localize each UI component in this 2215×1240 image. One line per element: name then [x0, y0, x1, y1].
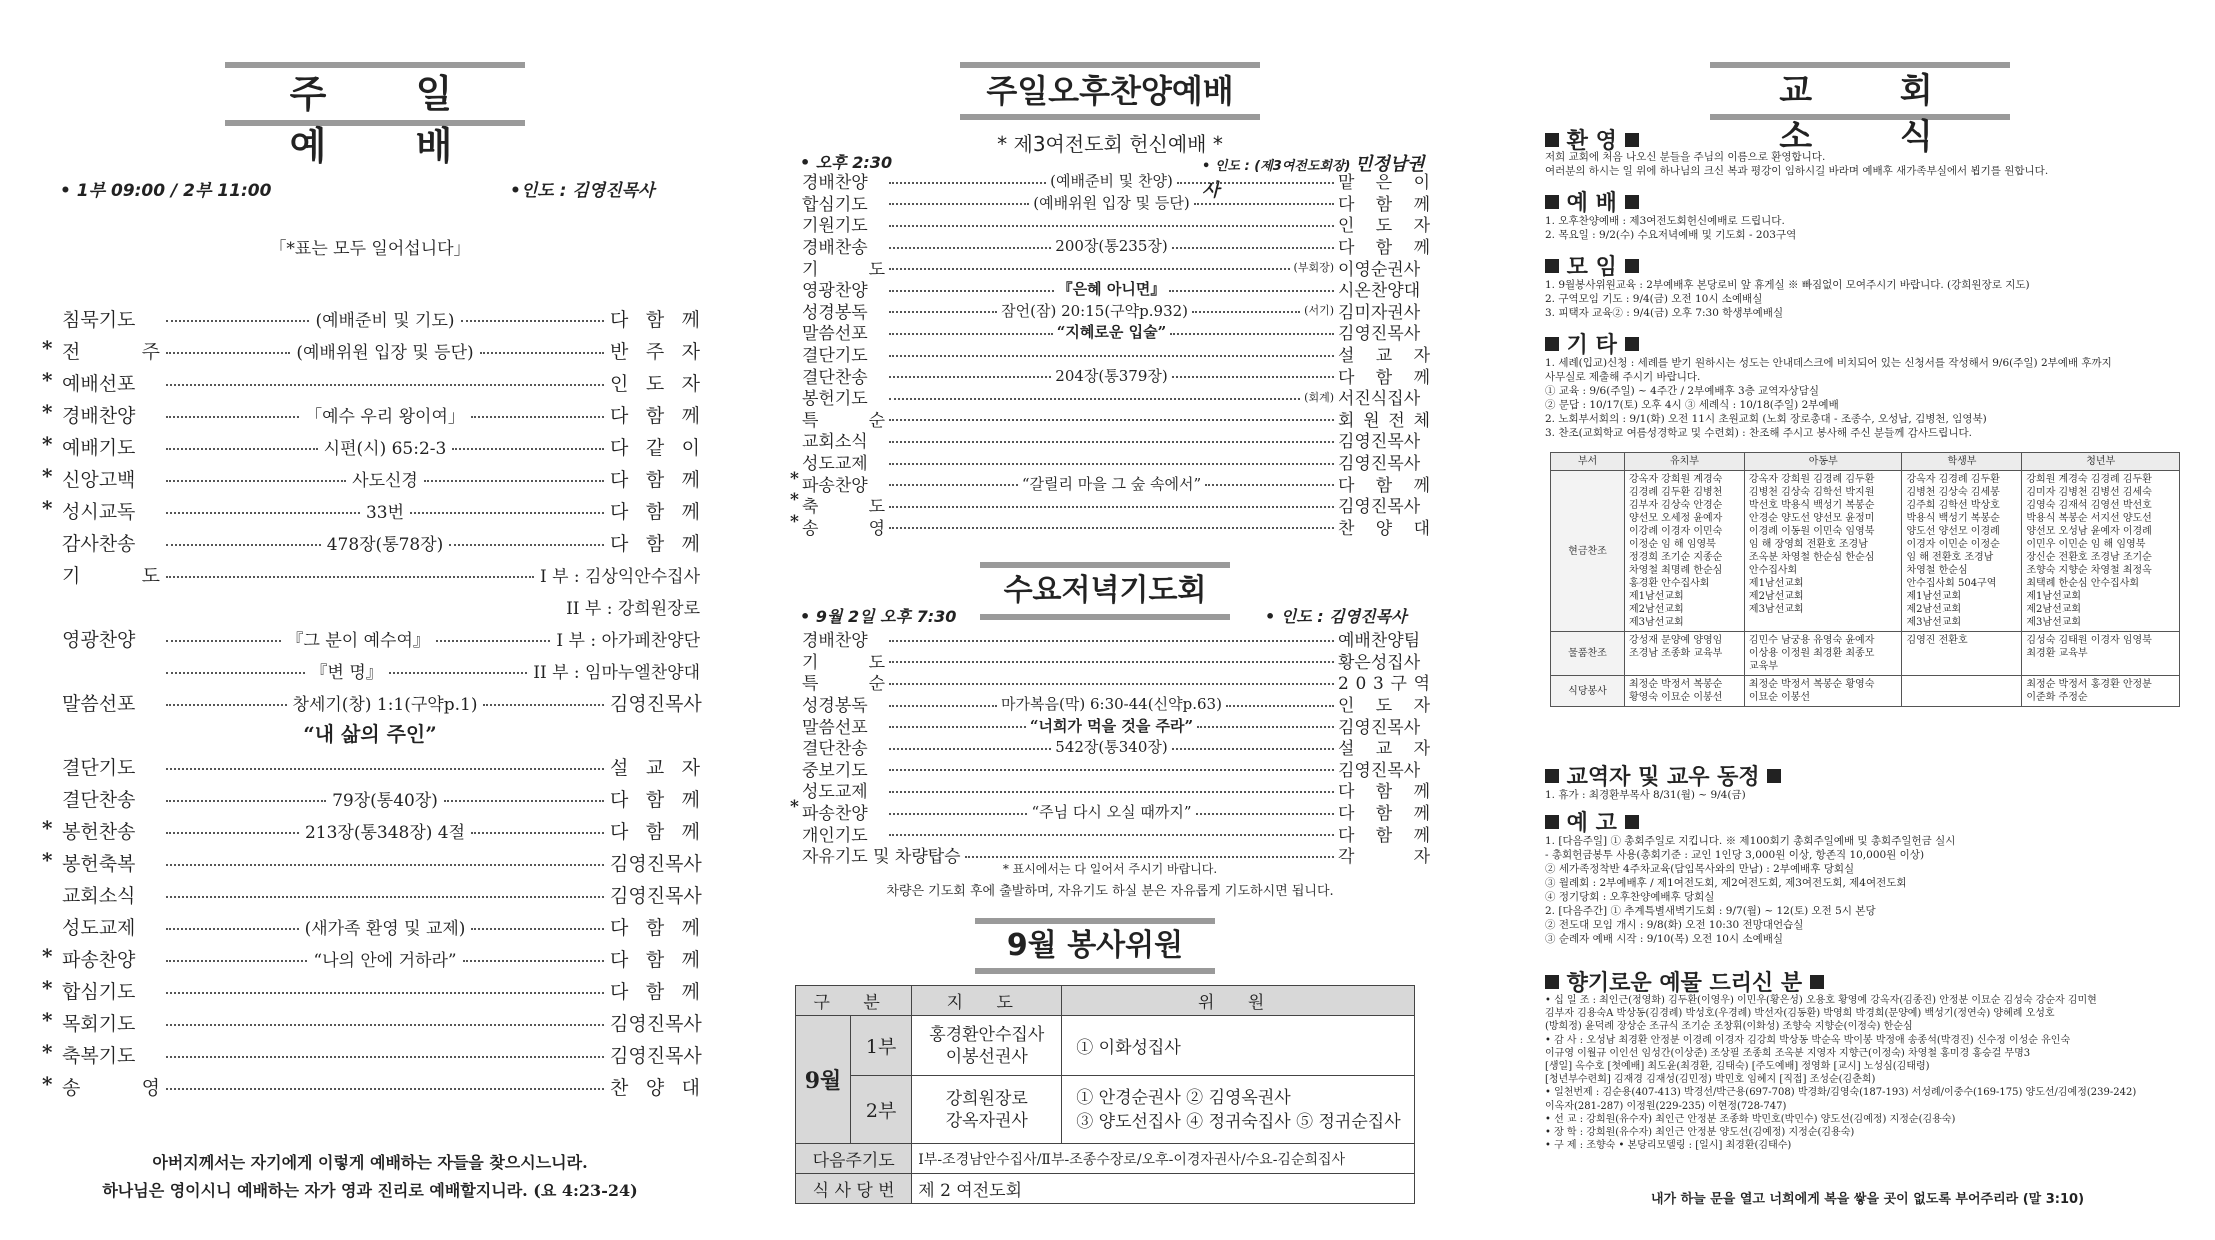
order-row — [40, 1070, 700, 1102]
order-label: * 경배찬양 — [40, 401, 160, 428]
wednesday-label: 개인기도 — [802, 825, 868, 846]
afternoon-label: 성도교제 — [802, 454, 868, 475]
order-row — [40, 430, 700, 462]
afternoon-person: 김영진목사 — [1338, 432, 1421, 453]
wednesday-row — [790, 736, 1430, 758]
order-label: 침묵기도 — [62, 308, 136, 331]
section-meetings: 모 임 — [1545, 250, 1639, 281]
afternoon-person: 김미자권사 — [1338, 302, 1421, 323]
order-person: 다 함 께 — [610, 916, 701, 939]
order-person: 다 함 께 — [610, 948, 700, 971]
wednesday-label: 자유기도 및 차량탑승 — [802, 847, 961, 868]
donation-row — [1551, 471, 2180, 632]
donation-names: 김민수 남궁용 유영숙 윤예자 이상용 이정원 최경환 최종모 교육부 — [1744, 632, 1902, 676]
afternoon-detail: “갈릴리 마을 그 숲 속에서” — [1021, 474, 1202, 493]
meal-duty-value: 제 2 여전도회 — [912, 1174, 1415, 1204]
afternoon-person: 이영순권사 — [1338, 259, 1421, 280]
afternoon-row — [790, 451, 1430, 473]
order-row — [40, 910, 700, 942]
afternoon-row — [790, 516, 1430, 538]
sunday-service-title: 주 일 예 배 — [225, 62, 525, 126]
afternoon-person: 김영진목사 — [1338, 324, 1421, 345]
order-row — [40, 750, 700, 782]
order-person: 김영진목사 — [610, 884, 702, 907]
wednesday-row — [790, 628, 1430, 650]
next-prayer-value: Ⅰ부-조경남안수집사/Ⅱ부-조종수장로/오후-이경자권사/수요-김순희집사 — [912, 1144, 1415, 1174]
order-person: 김영진목사 — [610, 852, 702, 875]
afternoon-label: 특 순 — [802, 410, 885, 431]
misc-text: 1. 세례(입교)신청 : 세례를 받기 원하시는 성도는 안내데스크에 비치되어 있는 신청서를 작성해서 9/6(주일) 2부예배 후까지 사무실로 제출해 주시기 바랍니다. ① 교육 : 9/6(주일) ~ 4주간 / 2부예배후 3층 교역자상담실 ② 문답 : 10/17(토) 오후 4시 ③ 세례식 : 10/18(주일) 2부예배 2. 노회부서회의 : 9/1(화) 오전 11시 초원교회 (노회 장로총대 - 조종수, 오성남, 김병천, 임영북) 3. 찬조(교회학교 여름성경학교 및 수련회) : 찬조해 주시고 봉사해 주신 분들께 감사드립니다. — [1545, 357, 2112, 439]
next-prayer-label: 다음주기도 — [796, 1144, 912, 1174]
order-label: * 파송찬양 — [40, 945, 160, 972]
afternoon-time: • 오후 2:30 — [800, 153, 893, 172]
part2-lead: 강희원장로 강옥자권사 — [912, 1076, 1062, 1144]
order-detail: 『변 명』 — [310, 662, 383, 683]
donation-names: 강희원 계경숙 김경례 김두환 김미자 김병천 김병선 김세숙 김영숙 김재석 김영선 박선호 박용식 복봉순 서지선 양도선 양선모 오성남 윤예자 이경례 이민우 이민순 임 해 임영북 장신순 전환호 조경남 조기순 조향숙 지향순 차영철 최정옥 최택례 한순심 안수집사회 제1남선교회 제2남선교회 제3남선교회 — [2022, 471, 2180, 632]
order-label: 교회소식 — [62, 884, 136, 907]
afternoon-label: 결단찬송 — [802, 367, 868, 388]
order-label: 감사찬송 — [62, 532, 136, 555]
part2-members-line2: ③ 양도선집사 ④ 정귀숙집사 ⑤ 정귀순집사 — [1076, 1111, 1401, 1132]
afternoon-label: 영광찬양 — [802, 281, 868, 302]
part1-cell: 1부 — [851, 1016, 912, 1076]
order-person: 다 함 께 — [610, 788, 701, 811]
closing-verse-1: 아버지께서는 자기에게 이렇게 예배하는 자들을 찾으시느니라. — [152, 1153, 588, 1172]
afternoon-person: 다 함 께 — [1338, 238, 1430, 259]
order-row — [40, 942, 700, 974]
wednesday-person: 설 교 자 — [1338, 739, 1430, 760]
afternoon-role: (부회장) — [1293, 261, 1334, 275]
order-label: * 축복기도 — [40, 1041, 160, 1068]
afternoon-row — [790, 494, 1430, 516]
wednesday-detail: “너희가 먹을 것을 주라” — [1029, 716, 1194, 735]
wednesday-row — [790, 779, 1430, 801]
order-label: 영광찬양 — [62, 628, 136, 651]
donation-names: 김성숙 김태원 이경자 임영북 최경환 교육부 — [2022, 632, 2180, 676]
donation-names: 강옥자 김경례 김두환 김병천 김상숙 김세봉 김주희 김학선 박상호 박용식 백성기 복봉순 양도선 양선모 이경례 이경자 이민순 이정순 임 해 전환호 조경남 차영철 한순심 안수집사회 504구역 제1남선교회 제2남선교회 제3남선교회 — [1902, 471, 2022, 632]
wednesday-person: 2 0 3 구 역 — [1338, 674, 1430, 695]
afternoon-leader-name: 민정남권사 — [1202, 154, 1425, 201]
part2-cell: 2부 — [851, 1076, 912, 1144]
order-label: * 목회기도 — [40, 1009, 160, 1036]
worship-text: 1. 오후찬양예배 : 제3여전도회헌신예배로 드립니다. 2. 목요일 : 9/2(수) 수요저녁예배 및 기도회 - 203구역 — [1545, 215, 1797, 241]
col-header-division: 구 분 — [796, 986, 912, 1016]
afternoon-person: 찬 양 대 — [1338, 518, 1430, 539]
afternoon-row — [790, 321, 1430, 343]
order-row — [40, 398, 700, 430]
order-row — [40, 686, 700, 718]
donation-table — [1550, 452, 2180, 707]
order-row — [40, 462, 700, 494]
wednesday-person: 김영진목사 — [1338, 717, 1421, 738]
closing-verse-2: 하나님은 영이시니 예배하는 자가 영과 진리로 예배할지니라. (요 4:23-24) — [102, 1181, 638, 1200]
order-person: 김영진목사 — [610, 1044, 702, 1067]
order-label: * 봉헌찬송 — [40, 817, 160, 844]
order-label: 성도교제 — [62, 916, 136, 939]
donation-type: 물품찬조 — [1551, 632, 1625, 676]
afternoon-label: * 파송찬양 — [790, 471, 885, 496]
wednesday-detail: 마가복음(막) 6:30-44(신약p.63) — [1001, 695, 1222, 714]
section-personnel: 교역자 및 교우 동정 — [1545, 760, 1781, 791]
donation-names: 김영진 전환호 — [1902, 632, 2022, 676]
order-person: 김영진목사 — [610, 692, 702, 715]
donation-names: 최정순 박정서 복봉순 황영숙 이묘순 이봉선 — [1744, 676, 1902, 707]
donation-row — [1551, 632, 2180, 676]
order-label: * 성시교독 — [40, 497, 160, 524]
donation-names: 최정순 박정서 복봉순 황영숙 이묘순 이봉선 — [1625, 676, 1745, 707]
order-detail: 『그 분이 예수여』 — [286, 630, 430, 651]
order-person: 인 도 자 — [610, 372, 700, 395]
section-welcome: 환 영 — [1545, 124, 1639, 155]
wednesday-row — [790, 671, 1430, 693]
order-detail: 213장(통348장) 4절 — [304, 822, 466, 843]
order-person: I 부 : 김상익안수집사 — [539, 566, 700, 587]
donation-names: 최정순 박정서 홍경환 안정분 이준화 주정순 — [2022, 676, 2180, 707]
afternoon-person: 김영진목사 — [1338, 497, 1421, 518]
donation-names: 강옥자 강희원 계경숙 김경례 김두환 김병천 김부자 김상숙 안경순 양선모 오세정 윤예자 이강례 이경자 이민숙 이정순 임 해 임영북 정경희 조기순 지종순 차영철 최명례 한순심 홍경환 안수집사회 제1남선교회 제2남선교회 제3남선교회 — [1625, 471, 1745, 632]
wednesday-person: 각 자 — [1338, 847, 1430, 868]
order-detail: (예배위원 입장 및 등단) — [296, 342, 474, 363]
wednesday-row — [790, 693, 1430, 715]
wednesday-detail: 542장(통340장) — [1055, 738, 1168, 757]
meal-duty-label: 식 사 당 번 — [796, 1174, 912, 1204]
afternoon-label: 기 도 — [802, 259, 885, 280]
order-row — [40, 846, 700, 878]
afternoon-row — [790, 300, 1430, 322]
wednesday-person: 김영진목사 — [1338, 760, 1421, 781]
section-offerings: 향기로운 예물 드리신 분 — [1545, 966, 1824, 997]
wednesday-person: 다 함 께 — [1338, 804, 1430, 825]
sermon-title: “내 삶의 주인” — [303, 722, 437, 746]
wednesday-label: 성경봉독 — [802, 696, 868, 717]
afternoon-person: 김영진목사 — [1338, 454, 1421, 475]
wednesday-person: 인 도 자 — [1338, 696, 1430, 717]
order-label: * 봉헌축복 — [40, 849, 160, 876]
wednesday-person: 예배찬양팀 — [1338, 631, 1421, 652]
afternoon-person: 다 함 께 — [1338, 475, 1430, 496]
meetings-text: 1. 9월봉사위원교육 : 2부예배후 본당로비 앞 휴게실 ※ 빠짐없이 모여주시기 바랍니다. (강희원장로 지도) 2. 구역모임 기도 : 9/4(금) 오전 10시 소예배실 3. 피택자 교육② : 9/4(금) 오후 7:30 학생부예배실 — [1545, 279, 2030, 319]
wednesday-person: 황은성집사 — [1338, 652, 1421, 673]
wednesday-label: 경배찬양 — [802, 631, 868, 652]
order-person: 다 함 께 — [610, 468, 701, 491]
order-row — [40, 1006, 700, 1038]
vehicle-note: 차량은 기도회 후에 출발하며, 자유기도 하실 분은 자유롭게 기도하시면 됩니다. — [886, 884, 1334, 899]
afternoon-row — [790, 170, 1430, 192]
order-label: * 송 영 — [40, 1073, 160, 1100]
order-row — [40, 334, 700, 366]
afternoon-service-title: 주일오후찬양예배 — [960, 62, 1260, 120]
afternoon-row — [790, 364, 1430, 386]
order-row — [40, 302, 700, 334]
gift-header-students: 학생부 — [1902, 453, 2022, 471]
order-detail: 79장(통40장) — [332, 790, 438, 811]
donation-names — [1902, 676, 2022, 707]
wednesday-time: • 9월 2일 오후 7:30 — [800, 607, 957, 626]
afternoon-role: (회계) — [1304, 390, 1334, 404]
order-person: II 부 : 강희원장로 — [566, 598, 700, 619]
gift-header-kinder: 유치부 — [1625, 453, 1745, 471]
donation-names: 강옥자 강희원 김경례 김두환 김병천 김상숙 김학선 박지원 박선호 박용식 백성기 복봉순 안경순 양도선 양선모 윤정미 이경례 이동원 이민숙 임영북 임 해 장영희 전환호 조경남 조옥분 차영철 한순심 한순심 안수집사회 제1남선교회 제2남선교회 제3남선교회 — [1744, 471, 1902, 632]
afternoon-label: 봉헌기도 — [802, 389, 868, 410]
afternoon-leader-prefix: • 인도 : (제3여전도회장) — [1202, 159, 1351, 174]
col-header-lead: 지 도 — [912, 986, 1062, 1016]
afternoon-person: 다 함 께 — [1338, 367, 1430, 388]
wednesday-label: 특 순 — [802, 674, 885, 695]
section-worship: 예 배 — [1545, 186, 1639, 217]
donation-type: 식당봉사 — [1551, 676, 1625, 707]
order-person: 찬 양 대 — [610, 1076, 700, 1099]
afternoon-detail: 200장(통235장) — [1055, 237, 1168, 256]
part2-members — [1062, 1076, 1415, 1144]
sunday-service-column — [40, 0, 700, 1240]
afternoon-detail: 잠언(잠) 20:15(구약p.932) — [1001, 301, 1189, 320]
order-detail: 33번 — [365, 502, 405, 523]
church-news-column — [1545, 0, 2190, 1240]
wednesday-row — [790, 758, 1430, 780]
wednesday-person: 다 함 께 — [1338, 782, 1430, 803]
afternoon-detail: (예배위원 입장 및 등단) — [1033, 193, 1190, 212]
order-row — [40, 526, 700, 558]
order-detail: “나의 안에 거하라” — [313, 950, 457, 971]
afternoon-label: 경배찬송 — [802, 238, 868, 259]
afternoon-detail: 『은혜 아니면』 — [1057, 280, 1166, 299]
afternoon-label: 성경봉독 — [802, 302, 868, 323]
order-person: 다 함 께 — [610, 980, 700, 1003]
wednesday-label: 결단찬송 — [802, 739, 868, 760]
order-row — [40, 558, 700, 590]
order-detail: 창세기(창) 1:1(구약p.1) — [292, 694, 478, 715]
col-header-members: 위 원 — [1062, 986, 1415, 1016]
afternoon-label: 말씀선포 — [802, 324, 868, 345]
wednesday-label: 말씀선포 — [802, 717, 868, 738]
order-label: * 예배기도 — [40, 433, 160, 460]
afternoon-row — [790, 343, 1430, 365]
order-person: 다 함 께 — [610, 532, 700, 555]
wednesday-label: 성도교제 — [802, 782, 868, 803]
volunteers-table — [795, 985, 1415, 1204]
order-person: 설 교 자 — [610, 756, 700, 779]
donation-type: 현금찬조 — [1551, 471, 1625, 632]
afternoon-row — [790, 192, 1430, 214]
gift-header-youth: 청년부 — [2022, 453, 2180, 471]
order-row — [40, 366, 700, 398]
wednesday-detail: “주님 다시 오실 때까지” — [1031, 803, 1192, 822]
afternoon-label: 결단기도 — [802, 346, 868, 367]
afternoon-row — [790, 256, 1430, 278]
part2-members-line1: ① 안경순권사 ② 김영옥권사 — [1076, 1087, 1291, 1108]
order-person: II 부 : 임마누엘찬양대 — [533, 662, 700, 683]
order-row — [40, 878, 700, 910]
order-row — [40, 974, 700, 1006]
order-label: 결단찬송 — [62, 788, 136, 811]
afternoon-person: 맡 은 이 — [1338, 173, 1431, 194]
order-detail: 478장(통78장) — [326, 534, 444, 555]
order-label: 결단기도 — [62, 756, 136, 779]
closing-verse: 내가 하늘 문을 열고 너희에게 복을 쌓을 곳이 없도록 부어주리라 (말 3:10) — [1650, 1192, 2085, 1207]
afternoon-role: (서기) — [1304, 304, 1335, 318]
wednesday-leader: • 인도 : 김영진목사 — [1265, 607, 1407, 626]
order-detail: (새가족 환영 및 교제) — [304, 918, 466, 939]
afternoon-person: 설 교 자 — [1338, 346, 1430, 367]
volunteers-title: 9월 봉사위원 — [975, 918, 1215, 974]
afternoon-label: 기원기도 — [802, 216, 868, 237]
afternoon-detail: “지혜로운 입술” — [1056, 323, 1167, 342]
afternoon-person: 인 도 자 — [1338, 216, 1430, 237]
afternoon-person: 회 원 전 체 — [1338, 410, 1430, 431]
service-time: • 1부 09:00 / 2부 11:00 — [60, 181, 272, 201]
afternoon-detail: (예배준비 및 찬양) — [1050, 172, 1173, 191]
order-row — [40, 622, 700, 654]
order-detail: 시편(시) 65:2-3 — [323, 438, 447, 459]
stand-note: 「*표는 모두 일어섭니다」 — [269, 239, 471, 259]
welcome-text: 저희 교회에 처음 나오신 분들을 주님의 이름으로 환영합니다. 여러분의 하시는 일 위에 하나님의 크신 복과 평강이 임하시길 바라며 예배후 새가족부실에서 뵙기를 원합니다. — [1545, 151, 2049, 177]
order-person: 다 함 께 — [610, 500, 700, 523]
afternoon-service-column — [790, 0, 1430, 1240]
afternoon-label: * 축 도 — [790, 492, 885, 517]
order-row — [40, 782, 700, 814]
section-misc: 기 타 — [1545, 328, 1639, 359]
afternoon-row — [790, 408, 1430, 430]
order-label: * 예배선포 — [40, 369, 160, 396]
stand-note-2: * 표시에서는 다 일어서 주시기 바랍니다. — [1002, 862, 1218, 876]
wednesday-row — [790, 822, 1430, 844]
part1-members: ① 이화성집사 — [1062, 1016, 1415, 1076]
personnel-text: 1. 휴가 : 최경환부목사 8/31(월) ~ 9/4(금) — [1545, 789, 1746, 801]
gift-header-children: 아동부 — [1744, 453, 1902, 471]
order-row — [40, 814, 700, 846]
order-row — [40, 654, 700, 686]
afternoon-person: 시온찬양대 — [1338, 281, 1421, 302]
order-person: 반 주 자 — [610, 340, 700, 363]
order-label: 기 도 — [62, 564, 160, 587]
order-person: 다 함 께 — [610, 308, 700, 331]
notice-text: 1. [다음주일] ① 총회주일로 지킵니다. ※ 제100회기 총회주일예배 및 총회주일헌금 실시 - 총회헌금봉투 사용(총회기준 : 교인 1인당 3,000원 이상, 항존직 10,000원 이상) ② 세가족정착반 4주차교육(담임목사와의 만남) : 2부예배후 당회실 ③ 월례회 : 2부예배후 / 제1여전도회, 제2여전도회, 제3여전도회, 제4여전도회 ④ 정기당회 : 오후찬양예배후 당회실 2. [다음주간] ① 추계특별새벽기도회 : 9/7(월) ~ 12(토) 오전 5시 본당 ② 전도대 모임 개시 : 9/8(화) 오전 10:30 전망대언습실 ③ 순례자 예배 시작 : 9/10(목) 오전 10시 소예배실 — [1545, 835, 1956, 945]
afternoon-row — [790, 278, 1430, 300]
order-label: 말씀선포 — [62, 692, 136, 715]
order-detail: (예배준비 및 기도) — [315, 310, 455, 331]
afternoon-label: 경배찬양 — [802, 173, 868, 194]
afternoon-row — [790, 429, 1430, 451]
wednesday-person: 다 함 께 — [1338, 825, 1430, 846]
afternoon-row — [790, 213, 1430, 235]
afternoon-row — [790, 386, 1430, 408]
order-person: 다 함 께 — [610, 820, 701, 843]
wednesday-row — [790, 801, 1430, 823]
wednesday-label: 중보기도 — [802, 760, 868, 781]
gift-header-dept: 부서 — [1551, 453, 1625, 471]
order-row — [40, 494, 700, 526]
order-label: * 신앙고백 — [40, 465, 160, 492]
wednesday-label: 기 도 — [802, 652, 885, 673]
order-person: 김영진목사 — [610, 1012, 702, 1035]
afternoon-label: * 송 영 — [790, 514, 885, 539]
afternoon-row — [790, 472, 1430, 494]
order-row — [40, 590, 700, 622]
donation-names: 강성재 문양예 양영임 조경남 조종화 교육부 — [1625, 632, 1745, 676]
afternoon-subtitle: * 제3여전도회 헌신예배 * — [997, 132, 1223, 156]
offerings-text: • 십 일 조 : 최인근(정영화) 김두환(이영우) 이민우(황은성) 오용호 황영예 강옥자(김종진) 안정분 이묘순 김성숙 강순자 김미현 김부자 김용숙A 박상동(김경례) 박성호(우경례) 박선자(김동환) 박영희 박경희(문양예) 백성기(정연숙) 양혜례 오성호 (방희정) 윤덕례 장상순 조규식 조기순 조창휘(이화성) 조향숙 지향순(이정숙) 한순심 • 감 사 : 오성남 최경환 안정분 이경례 이경자 김강희 박상동 박순옥 박이봉 박정애 송종석(박경진) 신수정 이성순 유인숙 이규영 이월규 이인선 임성간(이상준) 조상필 조종희 조옥분 지영자 지향근(이정숙) 차영철 홍미경 홍승걸 무명3 [생일] 옥수호 [첫예배] 최도윤(최경환, 김태숙) [주도예배] 정영화 [교시] 노성심(김태령) [청년부수련회] 김재경 김재성(김민정) 박민호 임혜지 [직접] 조성순(김춘희) • 일천번제 : 김순용(407-413) 박경선/박근용(697-708) 박경화/김영숙(187-193) 서성례/이중수(169-175) 양도선/김예정(239-242) 이옥자(281-287) 이정원(229-235) 이현정(728-747) • 선 교 : 강희원(유수자) 최인근 안정분 조종화 박민호(박민수) 양도선(김예정) 지정순(김용숙) • 장 학 : 강희원(유수자) 최인근 안정분 양도선(김예정) 지정순(김용숙) • 구 제 : 조향숙 • 본당리모델링 : [일시] 최경환(김태수) — [1545, 995, 2137, 1152]
afternoon-row — [790, 235, 1430, 257]
afternoon-label: 합심기도 — [802, 194, 868, 215]
afternoon-detail: 204장(통379장) — [1055, 366, 1168, 385]
afternoon-label: 교회소식 — [802, 432, 868, 453]
order-detail: 사도신경 — [352, 470, 418, 491]
part1-lead: 홍경환안수집사 이봉선권사 — [912, 1016, 1062, 1076]
service-leader: •인도 : 김영진목사 — [510, 181, 655, 201]
donation-row — [1551, 676, 2180, 707]
order-person: 다 같 이 — [610, 436, 701, 459]
church-news-title: 교 회 소 식 — [1710, 62, 2010, 120]
order-label: * 전 주 — [40, 337, 160, 364]
order-person: 다 함 께 — [610, 404, 701, 427]
wednesday-row — [790, 650, 1430, 672]
month-cell: 9월 — [796, 1016, 851, 1144]
afternoon-person: 다 함 께 — [1338, 194, 1431, 215]
wednesday-label: * 파송찬양 — [790, 799, 885, 824]
order-row — [40, 1038, 700, 1070]
order-person: I 부 : 아가페찬양단 — [556, 630, 701, 651]
wednesday-title: 수요저녁기도회 — [980, 562, 1230, 620]
wednesday-row — [790, 714, 1430, 736]
order-detail: 「예수 우리 왕이여」 — [305, 406, 465, 427]
afternoon-person: 서진식집사 — [1338, 389, 1421, 410]
section-notice: 예 고 — [1545, 806, 1639, 837]
order-label: * 합심기도 — [40, 977, 160, 1004]
